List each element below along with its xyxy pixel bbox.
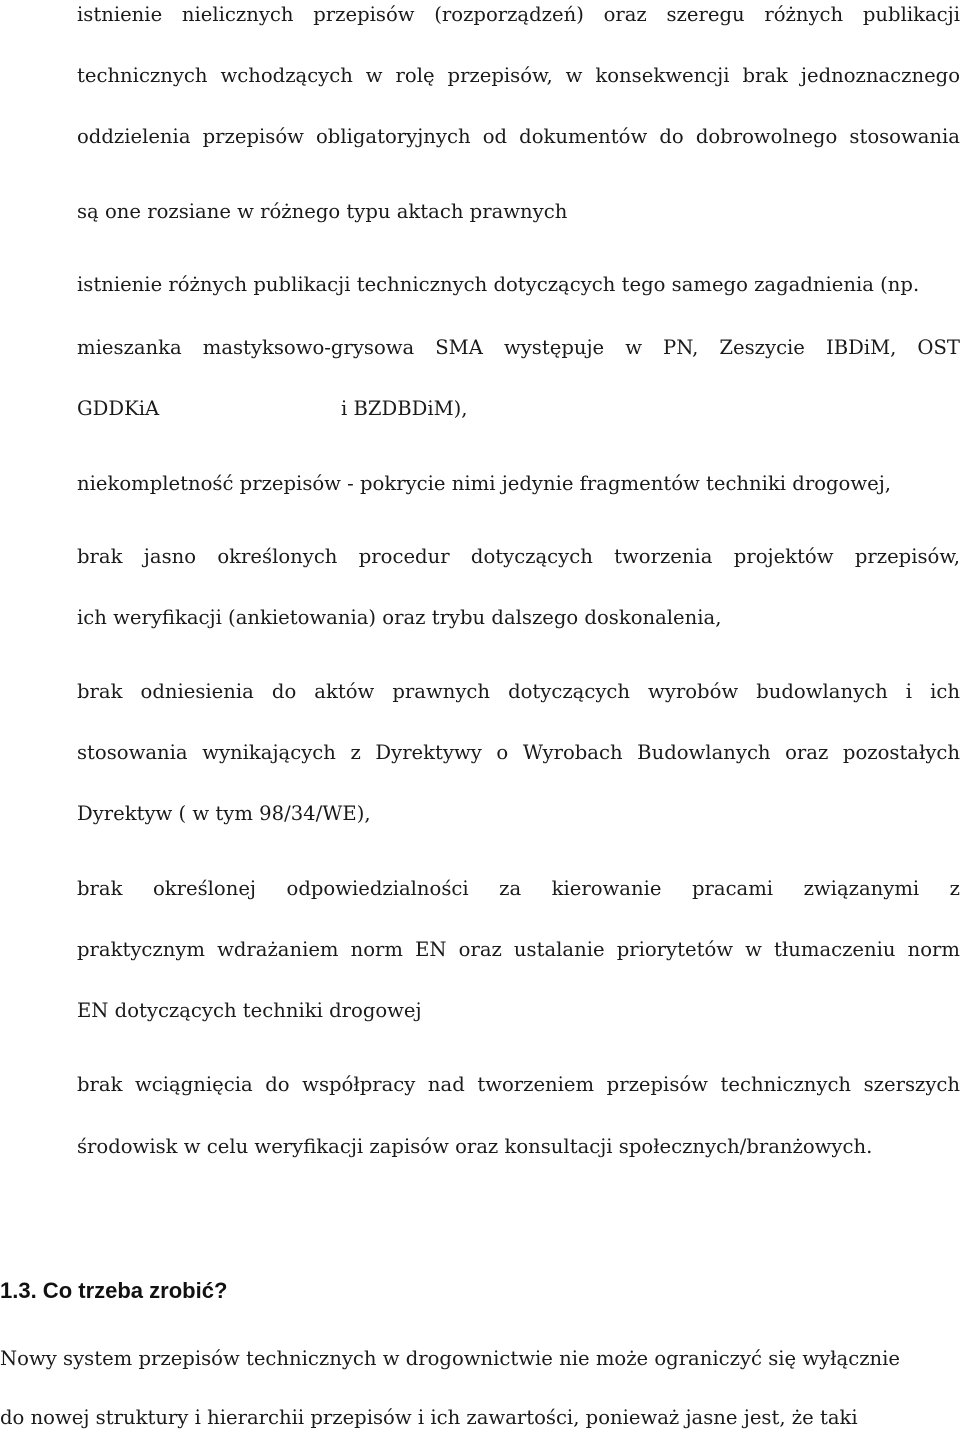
section-heading: 1.3. Co trzeba zrobić? [0,1278,228,1303]
item-5-line-3: Dyrektyw ( w tym 98/34/WE), [77,802,371,825]
item-1-line-2: technicznych wchodzących w rolę przepisów, w konsekwencji brak jednoznacznego [77,64,960,87]
item-5-line-1: brak odniesienia do aktów prawnych dotyczących wyrobów budowlanych i ich [77,680,960,703]
section-body-line-2: do nowej struktury i hierarchii przepisów i ich zawartości, ponieważ jasne jest, że taki [0,1406,858,1429]
item-3-line-1: niekompletność przepisów - pokrycie nimi jedynie fragmentów techniki drogowej, [77,472,892,495]
item-7-line-1: brak wciągnięcia do współpracy nad tworzeniem przepisów technicznych szerszych [77,1073,960,1096]
item-1-line-4: są one rozsiane w różnego typu aktach prawnych [77,200,568,223]
item-5-line-2: stosowania wynikających z Dyrektywy o Wyrobach Budowlanych oraz pozostałych [77,741,960,764]
item-6-line-2: praktycznym wdrażaniem norm EN oraz ustalanie priorytetów w tłumaczeniu norm [77,938,960,961]
item-2-split-right: i BZDBDiM), [341,397,468,420]
item-4-line-1: brak jasno określonych procedur dotyczących tworzenia projektów przepisów, [77,545,960,568]
item-1-line-1: istnienie nielicznych przepisów (rozporządzeń) oraz szeregu różnych publikacji [77,3,960,26]
item-6-line-3: EN dotyczących techniki drogowej [77,999,422,1022]
item-6-line-1: brak określonej odpowiedzialności za kierowanie pracami związanymi z [77,877,960,900]
section-body-line-1: Nowy system przepisów technicznych w drogownictwie nie może ograniczyć się wyłącznie [0,1347,900,1370]
item-4-line-2: ich weryfikacji (ankietowania) oraz trybu dalszego doskonalenia, [77,606,722,629]
item-7-line-2: środowisk w celu weryfikacji zapisów oraz konsultacji społecznych/branżowych. [77,1135,873,1158]
item-2-split-left: GDDKiA [77,397,160,420]
item-2-line-2: mieszanka mastyksowo-grysowa SMA występuje w PN, Zeszycie IBDiM, OST [77,336,960,359]
item-1-line-3: oddzielenia przepisów obligatoryjnych od dokumentów do dobrowolnego stosowania [77,125,960,148]
item-2-line-1: istnienie różnych publikacji technicznych dotyczących tego samego zagadnienia (np. [77,273,920,296]
